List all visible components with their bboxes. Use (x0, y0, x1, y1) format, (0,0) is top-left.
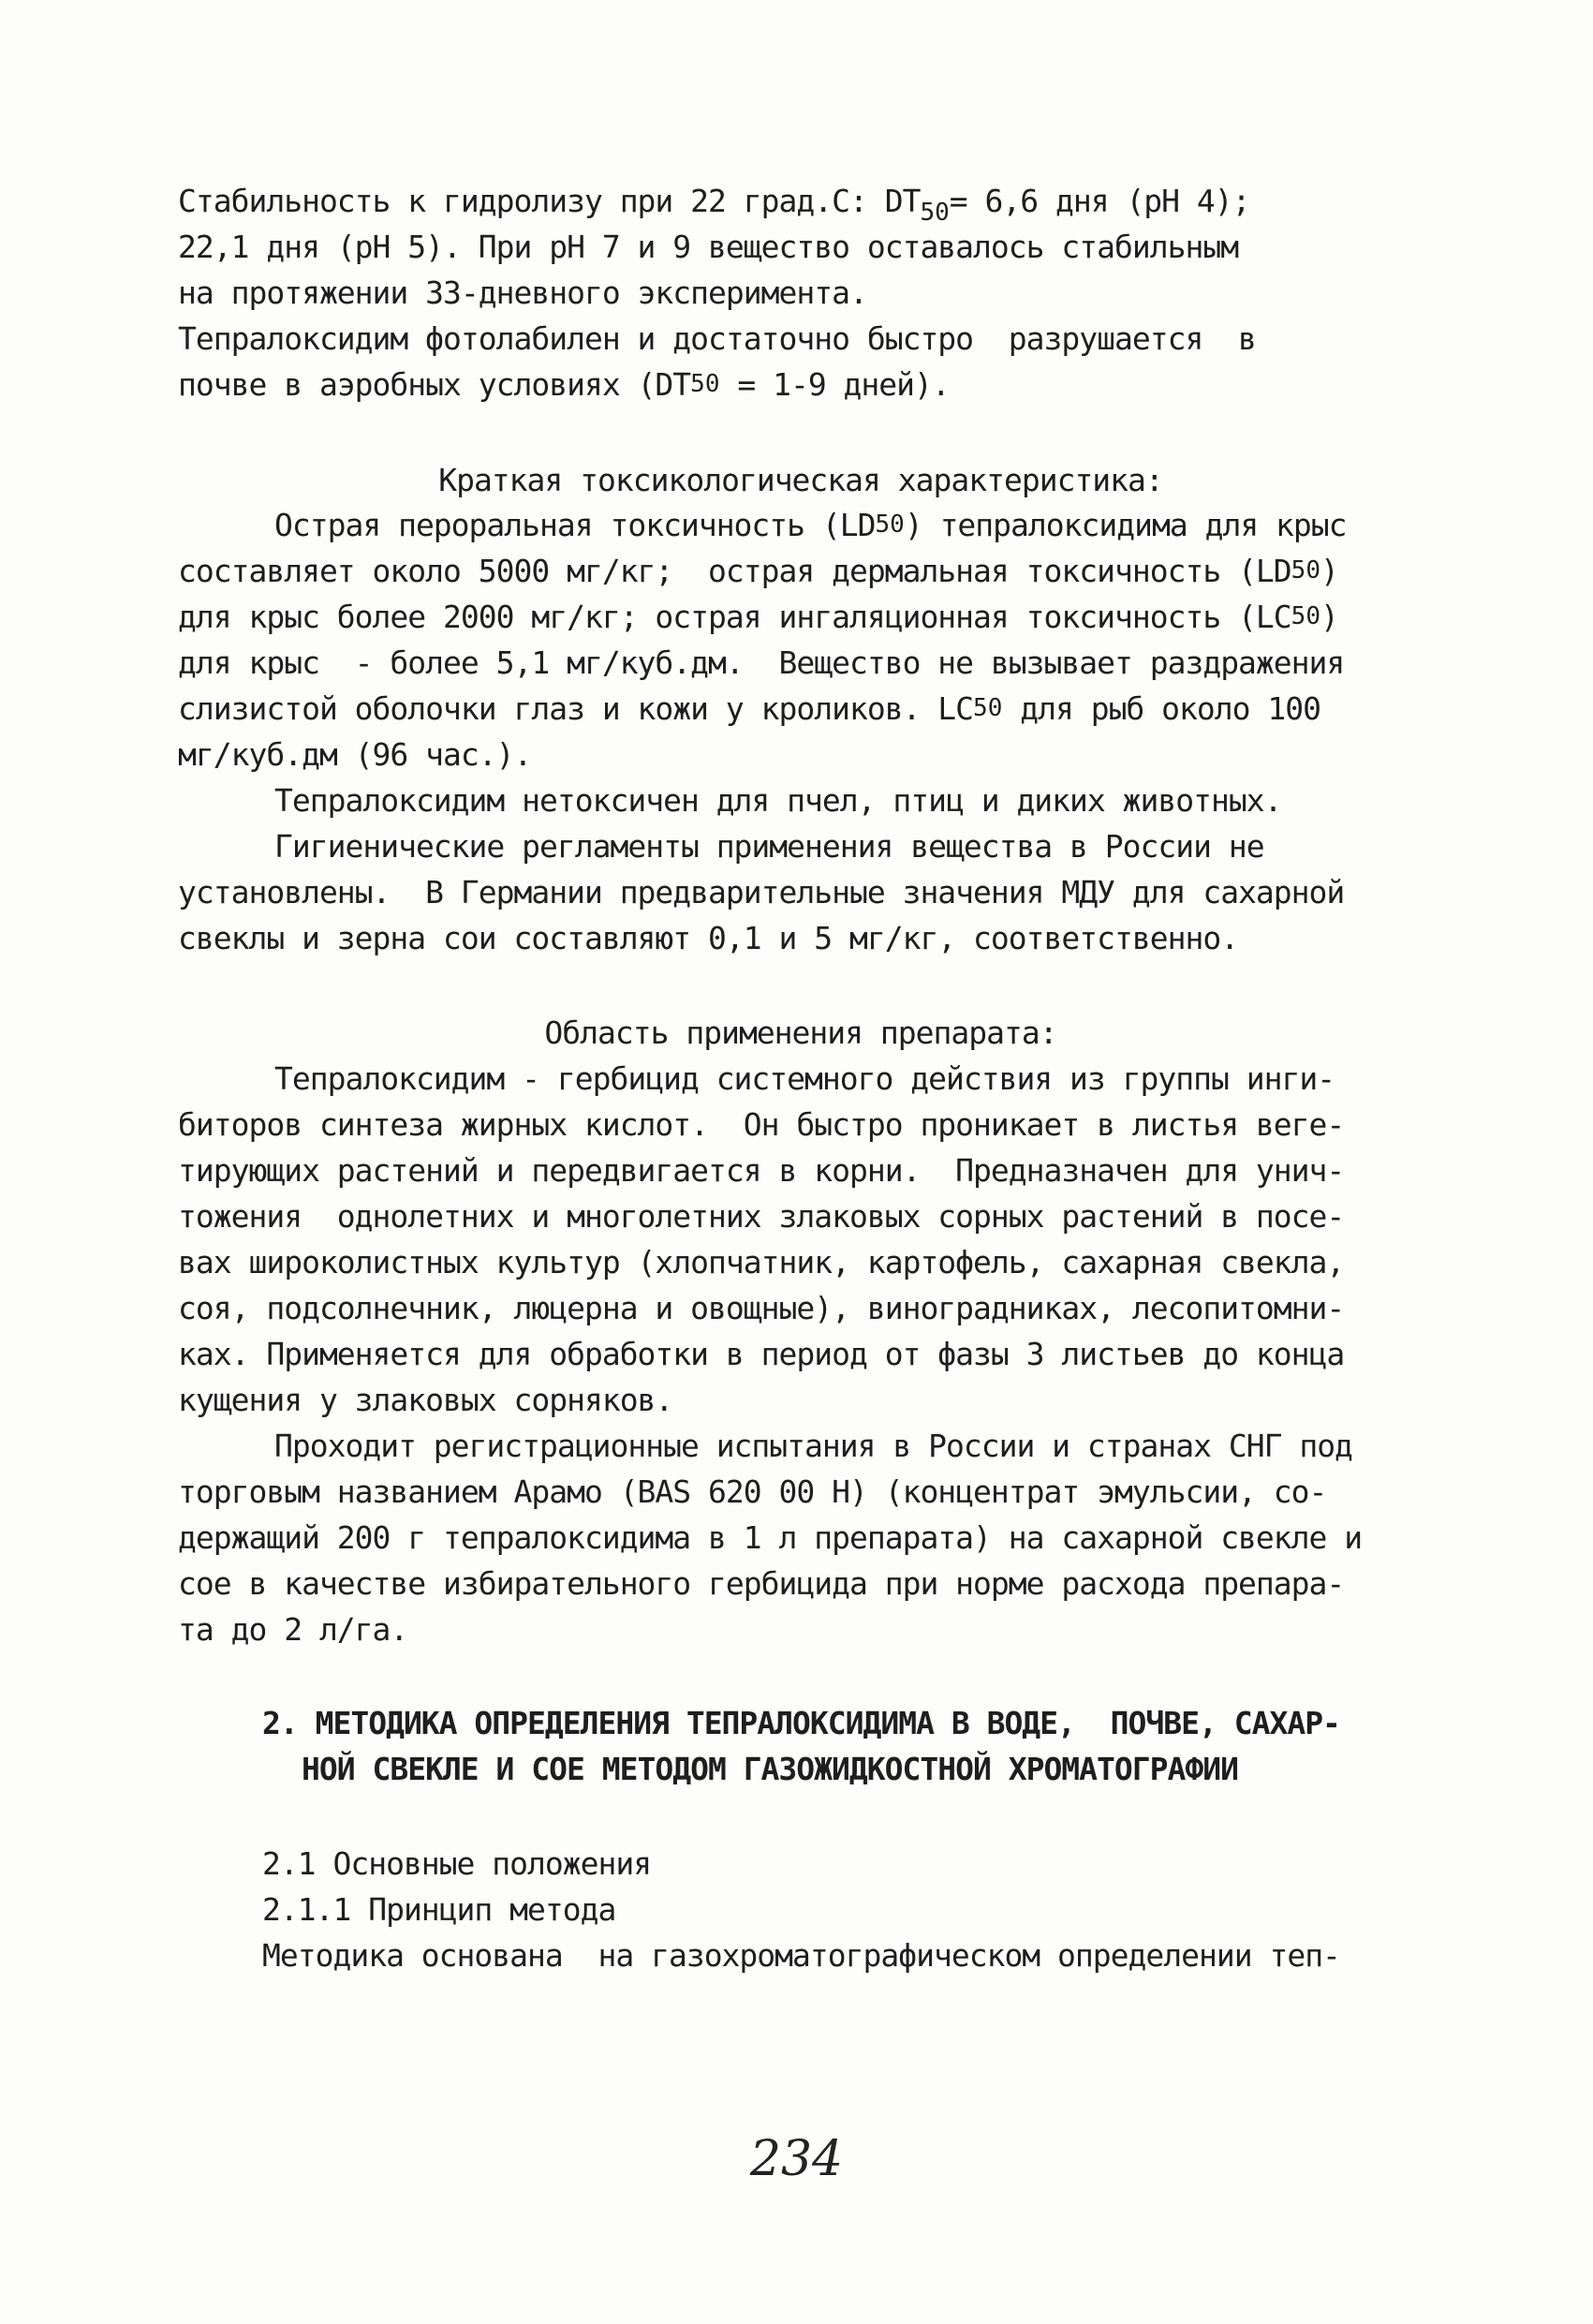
text-line: для крыс более 2000 мг/кг; острая ингаляционная токсичность (LC 50 ) (178, 599, 1338, 635)
text-line: Проходит регистрационные испытания в России и странах СНГ под (274, 1428, 1352, 1464)
text-line: на протяжении 33-дневного эксперимента. (178, 274, 867, 311)
text-line: для крыс - более 5,1 мг/куб.дм. Вещество не вызывает раздражения (178, 644, 1345, 681)
usage-paragraph (178, 1056, 1423, 1652)
text-line: торговым названием Арамо (BAS 620 00 H) (концентрат эмульсии, со- (178, 1473, 1327, 1510)
page-number: 234 (749, 2131, 844, 2187)
text-line: тирующих растений и передвигается в корни. Предназначен для унич- (178, 1152, 1345, 1189)
text-line: биторов синтеза жирных кислот. Он быстро проникает в листья веге- (178, 1106, 1345, 1143)
toxicology-paragraph-cont (178, 548, 1423, 961)
text-line: Тепралоксидим нетоксичен для пчел, птиц и диких животных. (274, 782, 1282, 819)
text-line: Методика основана на газохроматографическом определении теп- (262, 1937, 1340, 1974)
text-line: держащий 200 г тепралоксидима в 1 л препарата) на сахарной свекле и (178, 1519, 1363, 1556)
text-line: ках. Применяется для обработки в период от фазы 3 листьев до конца (178, 1336, 1345, 1372)
text-line: составляет около 5000 мг/кг; острая дермальная токсичность (LD 50 ) (178, 553, 1338, 589)
text-line: Тепралоксидим фотолабилен и достаточно быстро разрушается в (178, 320, 1256, 357)
text-line: вах широколистных культур (хлопчатник, картофель, сахарная свекла, (178, 1244, 1345, 1280)
text-line: сое в качестве избирательного гербицида при норме расхода препара- (178, 1565, 1345, 1602)
subsection-title: 2.1 Основные положения (262, 1845, 652, 1882)
text-line: почве в аэробных условиях (DT 50 = 1-9 дней). (178, 366, 950, 403)
subsection-block (262, 1841, 1433, 1978)
text-line: Тепралоксидим - гербицид системного действия из группы инги- (274, 1060, 1335, 1097)
text-line: 22,1 дня (pH 5). При pH 7 и 9 вещество оставалось стабильным (178, 229, 1239, 265)
text-line: Стабильность к гидролизу при 22 град.С: $DT_{50}= 6,6$ дня (pH 4); (178, 183, 1250, 227)
text-line: мг/куб.дм (96 час.). (178, 736, 532, 773)
text-line: слизистой оболочки глаз и кожи у кроликов. LC 50 для рыб около 100 (178, 690, 1320, 727)
section-heading (262, 1700, 1433, 1792)
subsection-title: 2.1.1 Принцип метода (262, 1891, 616, 1928)
text-line: соя, подсолнечник, люцерна и овощные), виноградниках, лесопитомни- (178, 1290, 1345, 1326)
text-line: кущения у злаковых сорняков. (178, 1382, 673, 1418)
section-heading-line: 2. МЕТОДИКА ОПРЕДЕЛЕНИЯ ТЕПРАЛОКСИДИМА В ВОДЕ, ПОЧВЕ, САХАР- (262, 1705, 1340, 1741)
text-line: та до 2 л/га. (178, 1611, 408, 1648)
toxicology-heading: Краткая токсикологическая характеристика: (438, 462, 1163, 498)
text-line: Острая пероральная токсичность (LD 50 ) тепралоксидима для крыс (274, 507, 1347, 543)
text-line: тожения однолетних и многолетних злаковых сорных растений в посе- (178, 1198, 1345, 1235)
text-line: установлены. В Германии предварительные значения МДУ для сахарной (178, 874, 1345, 910)
text-line: Гигиенические регламенты применения вещества в России не (274, 828, 1264, 865)
stability-paragraph (178, 178, 1423, 407)
usage-heading: Область применения препарата: (544, 1014, 1057, 1051)
toxicology-paragraph (178, 502, 1423, 548)
text-line: свеклы и зерна сои составляют 0,1 и 5 мг/кг, соответственно. (178, 920, 1239, 956)
section-heading-line: НОЙ СВЕКЛЕ И СОЕ МЕТОДОМ ГАЗОЖИДКОСТНОЙ ХРОМАТОГРАФИИ (302, 1751, 1238, 1787)
